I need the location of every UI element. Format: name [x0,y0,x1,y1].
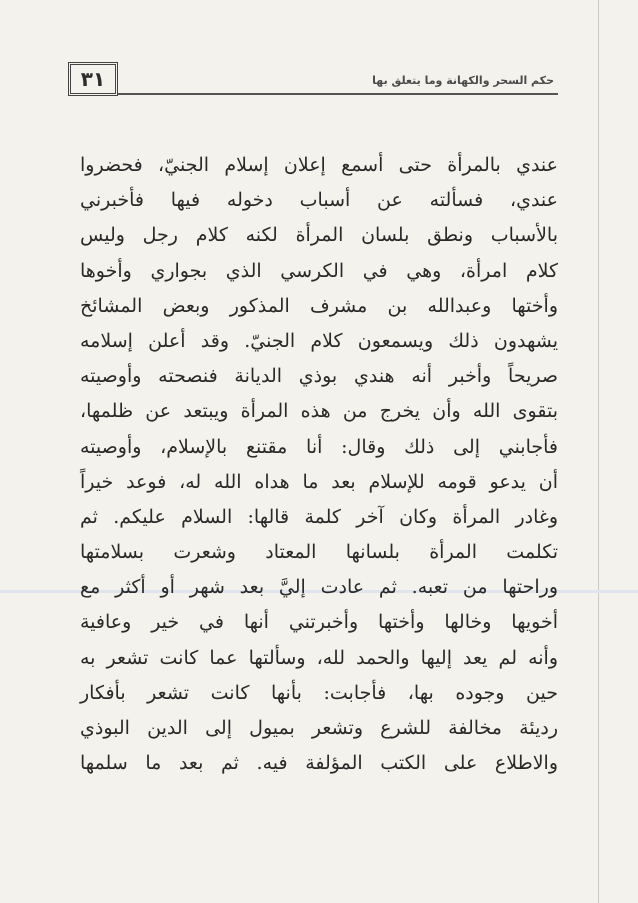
text-line: وغادر المرأة وكان آخر كلمة قالها: السلام عليكم. ثم [80,505,558,528]
text-line: صريحاً وأخبر أنه هندي بوذي الديانة فنصحته وأوصيته [80,365,558,388]
text-line: أن يدعو قومه للإسلام بعد ما هداه الله له، فوعد خيراً [80,470,558,493]
text-line: بالأسباب ونطق بلسان المرأة لكنه كلام رجل وليس [80,224,558,247]
header-rule [118,93,558,95]
text-line: بتقوى الله وأن يخرج من هذه المرأة ويبتعد عن ظلمها، [80,400,558,423]
text-line: حين وجوده بها، فأجابت: بأنها كانت تشعر بأفكار [80,681,558,704]
body-text [80,148,558,781]
text-line: وأنه لم يعد إليها والحمد لله، وسألتها عما كانت تشعر به [80,646,558,669]
text-line: رديئة مخالفة للشرع وتشعر بميول إلى الدين البوذي [80,717,558,739]
text-line: والاطلاع على الكتب المؤلفة فيه. ثم بعد ما سلمها [80,752,558,775]
text-line: وأختها وعبدالله بن مشرف المذكور وبعض المشائخ [80,294,558,317]
text-line: يشهدون ذلك ويسمعون كلام الجنيّ. وقد أعلن إسلامه [80,329,558,352]
text-line: وراحتها من تعبه. ثم عادت إليَّ بعد شهر أو أكثر مع [80,576,558,599]
page-header [68,62,558,108]
text-line: أخويها وخالها وأختها وأخبرتني أنها في خير وعافية [80,611,558,634]
text-line: فأجابني إلى ذلك وقال: أنا مقتنع بالإسلام، وأوصيته [80,435,558,458]
text-line: عندي بالمرأة حتى أسمع إعلان إسلام الجنيّ، فحضروا [80,154,558,176]
text-line: تكلمت المرأة بلسانها المعتاد وشعرت بسلامتها [80,541,558,564]
text-line: كلام امرأة، وهي في الكرسي الذي بجواري وأخوها [80,259,558,282]
text-line: عندي، فسألته عن أسباب دخوله فيها فأخبرني [80,189,558,212]
running-title: حكم السحر والكهانة وما يتعلق بها [372,74,554,87]
page-number: ٣١ [68,62,118,96]
page-edge-line [598,0,599,903]
